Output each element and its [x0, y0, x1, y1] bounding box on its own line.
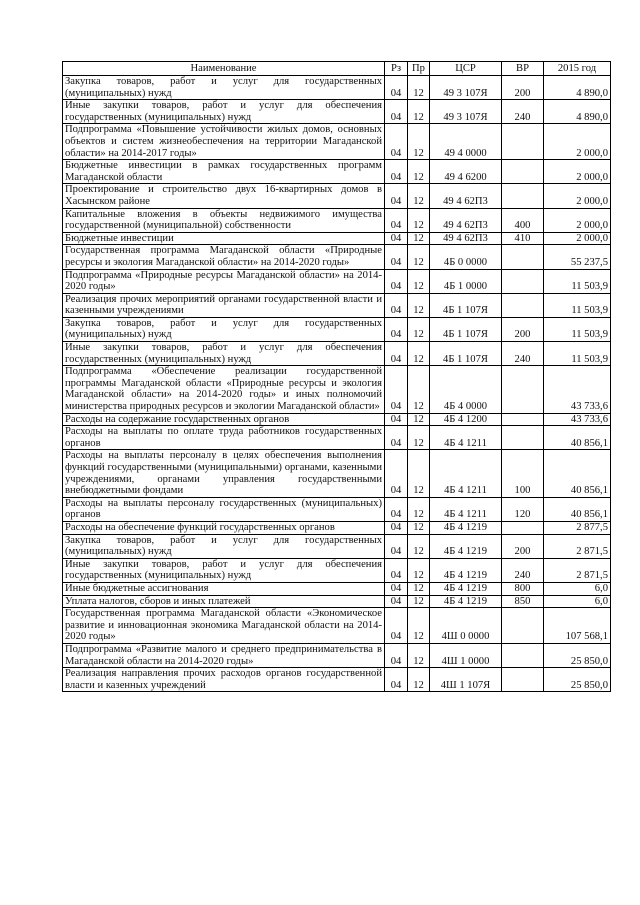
row-name: Проектирование и строительство двух 16-квартирных домов в Хасынском районе: [63, 184, 385, 208]
row-vr: [502, 293, 544, 317]
row-csr: 4Б 4 1211: [430, 426, 502, 450]
row-vr: [502, 413, 544, 426]
row-vr: [502, 366, 544, 413]
row-rz: 04: [385, 293, 408, 317]
row-name: Реализация направления прочих расходов органов государственной власти и казенных учреждений: [63, 668, 385, 692]
row-pr: 12: [408, 293, 430, 317]
row-pr: 12: [408, 76, 430, 100]
row-csr: 49 4 62П3: [430, 208, 502, 232]
table-row: [63, 643, 611, 667]
table-row: [63, 245, 611, 269]
row-rz: 04: [385, 208, 408, 232]
row-name: Расходы на выплаты по оплате труда работников государственных органов: [63, 426, 385, 450]
table-row: [63, 413, 611, 426]
row-name: Государственная программа Магаданской области «Экономическое развитие и инновационная экономика Магаданской области на 2014-2020 годы»: [63, 608, 385, 644]
row-vr: 850: [502, 595, 544, 608]
row-sum: 2 000,0: [544, 160, 611, 184]
row-sum: 4 890,0: [544, 76, 611, 100]
row-rz: 04: [385, 317, 408, 341]
row-csr: 4Б 1 107Я: [430, 317, 502, 341]
row-pr: 12: [408, 558, 430, 582]
row-pr: 12: [408, 595, 430, 608]
row-csr: 49 3 107Я: [430, 100, 502, 124]
row-vr: [502, 245, 544, 269]
row-rz: 04: [385, 608, 408, 644]
row-vr: [502, 668, 544, 692]
table-row: [63, 269, 611, 293]
row-rz: 04: [385, 497, 408, 521]
row-csr: 49 4 62П3: [430, 184, 502, 208]
row-sum: 25 850,0: [544, 643, 611, 667]
row-name: Подпрограмма «Природные ресурсы Магаданской области» на 2014-2020 годы»: [63, 269, 385, 293]
row-name: Подпрограмма «Обеспечение реализации государственной программы Магаданской области «Природные ресурсы и экология Магаданской области» на 2014-2020 годы» и иных полномочий министерства природных ресурсов и экологии Магаданской области»: [63, 366, 385, 413]
table-row: [63, 608, 611, 644]
row-csr: 4Б 4 1200: [430, 413, 502, 426]
row-rz: 04: [385, 342, 408, 366]
table-row: [63, 293, 611, 317]
table-row: [63, 366, 611, 413]
row-vr: [502, 184, 544, 208]
table-row: [63, 342, 611, 366]
table-row: [63, 497, 611, 521]
row-sum: 6,0: [544, 582, 611, 595]
row-rz: 04: [385, 413, 408, 426]
row-name: Иные закупки товаров, работ и услуг для обеспечения государственных (муниципальных) нужд: [63, 342, 385, 366]
row-vr: 200: [502, 76, 544, 100]
row-sum: 11 503,9: [544, 317, 611, 341]
row-sum: 107 568,1: [544, 608, 611, 644]
row-name: Уплата налогов, сборов и иных платежей: [63, 595, 385, 608]
row-csr: 4Б 4 0000: [430, 366, 502, 413]
row-name: Иные закупки товаров, работ и услуг для обеспечения государственных (муниципальных) нужд: [63, 100, 385, 124]
row-rz: 04: [385, 269, 408, 293]
row-rz: 04: [385, 232, 408, 245]
row-pr: 12: [408, 184, 430, 208]
row-sum: 40 856,1: [544, 497, 611, 521]
table-row: [63, 160, 611, 184]
row-name: Иные бюджетные ассигнования: [63, 582, 385, 595]
row-rz: 04: [385, 582, 408, 595]
row-pr: 12: [408, 208, 430, 232]
row-vr: 100: [502, 450, 544, 497]
row-vr: [502, 269, 544, 293]
row-csr: 4Ш 1 0000: [430, 643, 502, 667]
row-vr: 800: [502, 582, 544, 595]
table-row: [63, 317, 611, 341]
row-csr: 49 4 6200: [430, 160, 502, 184]
table-row: [63, 76, 611, 100]
header-year: 2015 год: [544, 62, 611, 76]
row-vr: [502, 608, 544, 644]
row-name: Расходы на выплаты персоналу государственных (муниципальных) органов: [63, 497, 385, 521]
table-row: [63, 232, 611, 245]
row-vr: 200: [502, 534, 544, 558]
table-row: [63, 534, 611, 558]
row-vr: 240: [502, 342, 544, 366]
row-csr: 49 4 0000: [430, 124, 502, 160]
row-rz: 04: [385, 450, 408, 497]
table-header-row: [63, 62, 611, 76]
row-sum: 43 733,6: [544, 366, 611, 413]
table-row: [63, 124, 611, 160]
row-vr: 400: [502, 208, 544, 232]
row-name: Капитальные вложения в объекты недвижимого имущества государственной (муниципальной) собственности: [63, 208, 385, 232]
row-vr: [502, 426, 544, 450]
row-name: Бюджетные инвестиции: [63, 232, 385, 245]
row-csr: 4Б 4 1211: [430, 497, 502, 521]
row-csr: 49 4 62П3: [430, 232, 502, 245]
row-pr: 12: [408, 413, 430, 426]
row-name: Подпрограмма «Повышение устойчивости жилых домов, основных объектов и систем жизнеобеспечения на территории Магаданской области» на 2014-2017 годы»: [63, 124, 385, 160]
row-csr: 4Б 0 0000: [430, 245, 502, 269]
row-pr: 12: [408, 426, 430, 450]
row-pr: 12: [408, 100, 430, 124]
row-rz: 04: [385, 100, 408, 124]
row-sum: 2 871,5: [544, 558, 611, 582]
row-sum: 2 000,0: [544, 208, 611, 232]
row-sum: 43 733,6: [544, 413, 611, 426]
row-pr: 12: [408, 582, 430, 595]
table-row: [63, 582, 611, 595]
row-sum: 2 000,0: [544, 184, 611, 208]
row-rz: 04: [385, 76, 408, 100]
row-rz: 04: [385, 160, 408, 184]
row-pr: 12: [408, 232, 430, 245]
table-row: [63, 426, 611, 450]
row-sum: 40 856,1: [544, 426, 611, 450]
row-rz: 04: [385, 558, 408, 582]
row-pr: 12: [408, 668, 430, 692]
row-name: Закупка товаров, работ и услуг для государственных (муниципальных) нужд: [63, 76, 385, 100]
row-csr: 4Б 1 107Я: [430, 293, 502, 317]
row-rz: 04: [385, 668, 408, 692]
row-rz: 04: [385, 643, 408, 667]
budget-table: [62, 61, 611, 692]
table-row: [63, 668, 611, 692]
row-pr: 12: [408, 245, 430, 269]
row-rz: 04: [385, 534, 408, 558]
header-name: Наименование: [63, 62, 385, 76]
row-csr: 4Ш 1 107Я: [430, 668, 502, 692]
row-csr: 4Б 4 1211: [430, 450, 502, 497]
row-vr: 200: [502, 317, 544, 341]
row-csr: 4Б 4 1219: [430, 582, 502, 595]
table-row: [63, 184, 611, 208]
row-csr: 4Б 1 107Я: [430, 342, 502, 366]
row-pr: 12: [408, 521, 430, 534]
row-name: Расходы на содержание государственных органов: [63, 413, 385, 426]
row-vr: 240: [502, 558, 544, 582]
row-sum: 40 856,1: [544, 450, 611, 497]
table-row: [63, 450, 611, 497]
table-row: [63, 100, 611, 124]
row-sum: 55 237,5: [544, 245, 611, 269]
row-vr: 410: [502, 232, 544, 245]
row-pr: 12: [408, 497, 430, 521]
row-vr: [502, 643, 544, 667]
row-vr: [502, 160, 544, 184]
row-csr: 49 3 107Я: [430, 76, 502, 100]
row-rz: 04: [385, 521, 408, 534]
row-name: Закупка товаров, работ и услуг для государственных (муниципальных) нужд: [63, 534, 385, 558]
row-sum: 11 503,9: [544, 342, 611, 366]
row-vr: [502, 521, 544, 534]
row-sum: 2 871,5: [544, 534, 611, 558]
row-csr: 4Б 4 1219: [430, 534, 502, 558]
row-rz: 04: [385, 245, 408, 269]
row-name: Бюджетные инвестиции в рамках государственных программ Магаданской области: [63, 160, 385, 184]
row-sum: 2 000,0: [544, 232, 611, 245]
row-csr: 4Б 4 1219: [430, 595, 502, 608]
row-name: Государственная программа Магаданской области «Природные ресурсы и экология Магаданской области» на 2014-2020 годы»: [63, 245, 385, 269]
row-pr: 12: [408, 366, 430, 413]
row-sum: 4 890,0: [544, 100, 611, 124]
header-vr: ВР: [502, 62, 544, 76]
row-sum: 2 000,0: [544, 124, 611, 160]
table-row: [63, 208, 611, 232]
row-sum: 11 503,9: [544, 269, 611, 293]
row-csr: 4Б 4 1219: [430, 558, 502, 582]
table-row: [63, 521, 611, 534]
row-name: Расходы на выплаты персоналу в целях обеспечения выполнения функций государственными (муниципальными) органами, казенными учреждениями, органами управления государственными внебюджетными фондами: [63, 450, 385, 497]
row-sum: 11 503,9: [544, 293, 611, 317]
row-rz: 04: [385, 595, 408, 608]
header-pr: Пр: [408, 62, 430, 76]
row-sum: 6,0: [544, 595, 611, 608]
row-pr: 12: [408, 534, 430, 558]
row-pr: 12: [408, 342, 430, 366]
row-csr: 4Б 1 0000: [430, 269, 502, 293]
row-name: Расходы на обеспечение функций государственных органов: [63, 521, 385, 534]
row-pr: 12: [408, 450, 430, 497]
row-name: Реализация прочих мероприятий органами государственной власти и казенными учреждениями: [63, 293, 385, 317]
row-name: Закупка товаров, работ и услуг для государственных (муниципальных) нужд: [63, 317, 385, 341]
row-csr: 4Ш 0 0000: [430, 608, 502, 644]
row-name: Иные закупки товаров, работ и услуг для обеспечения государственных (муниципальных) нужд: [63, 558, 385, 582]
row-name: Подпрограмма «Развитие малого и среднего предпринимательства в Магаданской области на 2014-2020 годы»: [63, 643, 385, 667]
row-sum: 25 850,0: [544, 668, 611, 692]
row-pr: 12: [408, 608, 430, 644]
row-pr: 12: [408, 269, 430, 293]
header-rz: Рз: [385, 62, 408, 76]
row-csr: 4Б 4 1219: [430, 521, 502, 534]
table-row: [63, 595, 611, 608]
row-vr: 120: [502, 497, 544, 521]
table-row: [63, 558, 611, 582]
header-csr: ЦСР: [430, 62, 502, 76]
row-pr: 12: [408, 317, 430, 341]
row-sum: 2 877,5: [544, 521, 611, 534]
row-pr: 12: [408, 124, 430, 160]
row-rz: 04: [385, 366, 408, 413]
row-rz: 04: [385, 184, 408, 208]
row-pr: 12: [408, 643, 430, 667]
row-pr: 12: [408, 160, 430, 184]
row-rz: 04: [385, 124, 408, 160]
row-vr: 240: [502, 100, 544, 124]
row-vr: [502, 124, 544, 160]
row-rz: 04: [385, 426, 408, 450]
